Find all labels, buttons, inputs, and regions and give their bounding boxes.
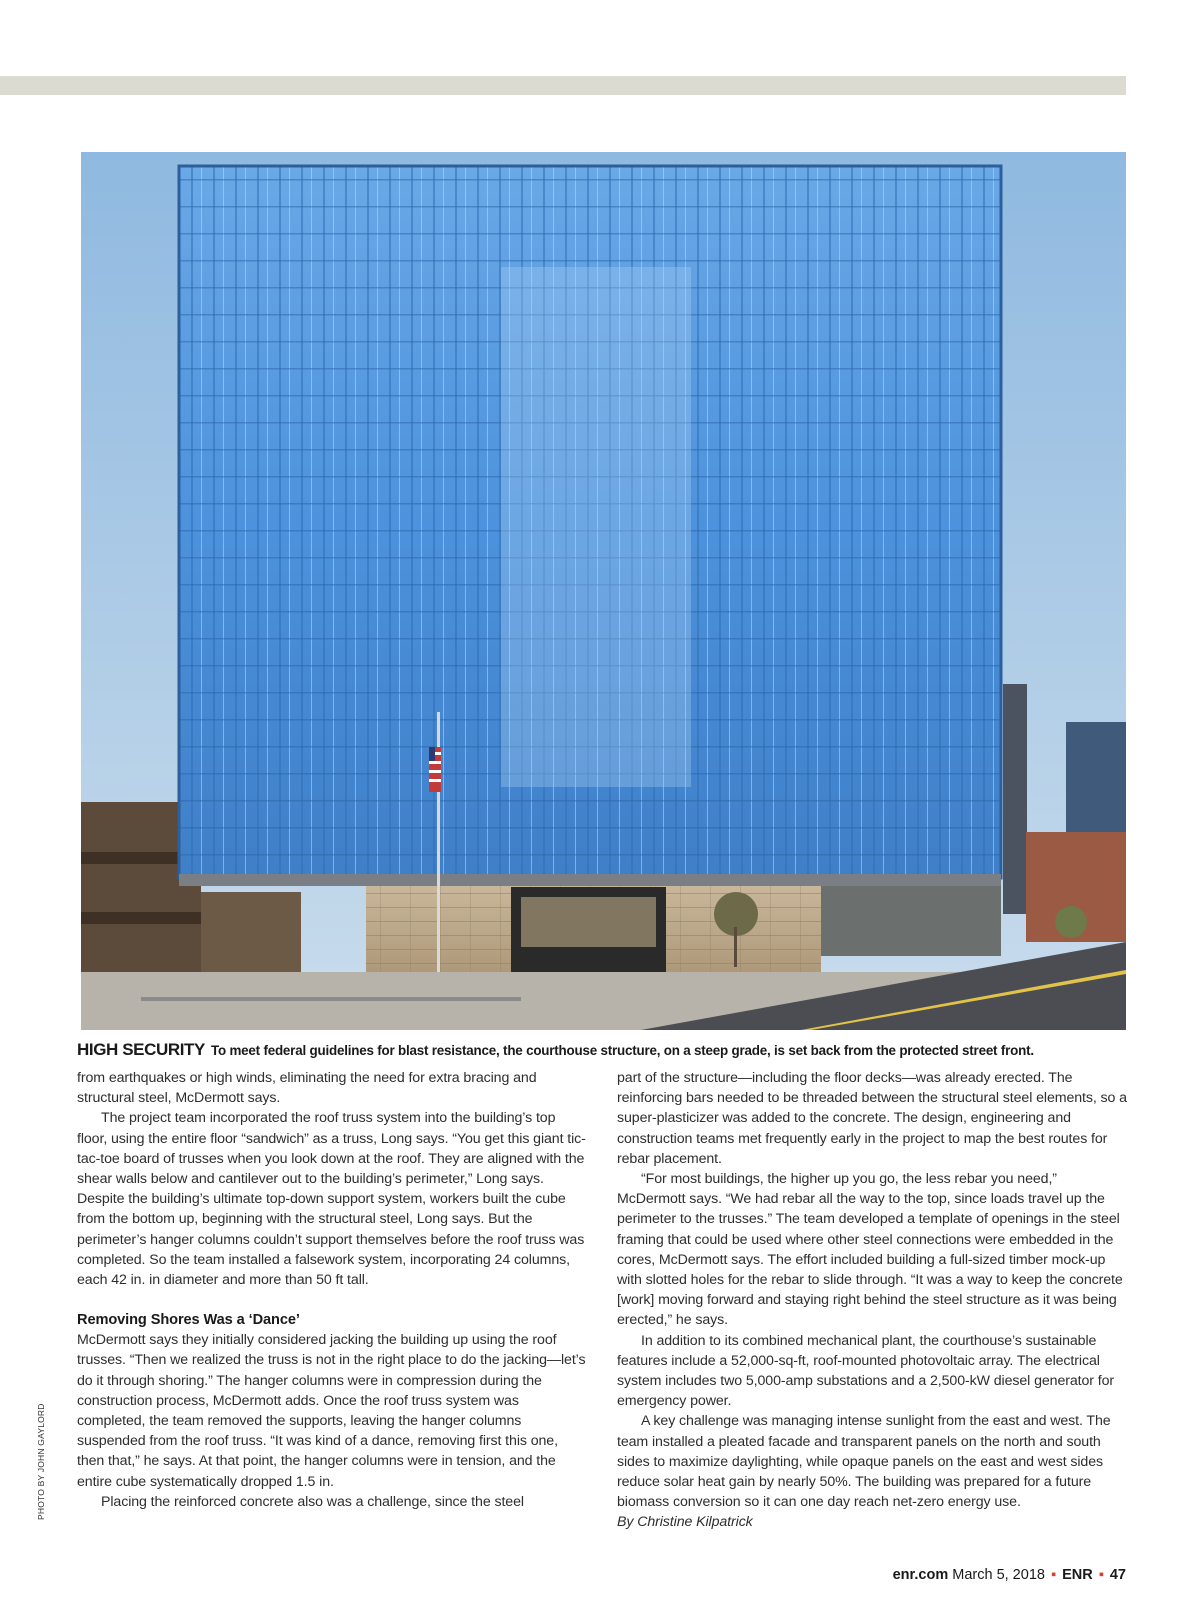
paragraph: McDermott says they initially considered jacking the building up using the roof trusses. “Then we realized the truss is not in the right place to do the jacking—let’s do it through shoring.” The hanger columns were in compression during the construction process, McDermott adds. Once the roof truss system was completed, the team removed the supports, leaving the hanger columns suspended from the roof truss. “It was kind of a dance, removing first this one, then that,” he says. At that point, the hanger columns were in tension, and the entire cube systematically dropped 1.5 in. [77, 1332, 586, 1490]
entrance-lights [521, 897, 656, 947]
atrium-glow [501, 267, 691, 787]
tree-trunk [734, 927, 737, 967]
paragraph: Placing the reinforced concrete also was a challenge, since the steel [101, 1493, 524, 1510]
left-building-band [81, 912, 201, 924]
paragraph: part of the structure—including the floor decks—was already erected. The reinforcing bars needed to be threaded between the structural steel elements, so a super-plasticizer was added to the concrete. The design, engineering and construction teams met frequently early in the project to map the best routes for rebar placement. [617, 1070, 1127, 1167]
page-number: 47 [1109, 1567, 1126, 1583]
footer-date: March 5, 2018 [952, 1567, 1045, 1583]
caption-label: HIGH SECURITY [77, 1040, 205, 1059]
top-color-band [0, 76, 1126, 95]
american-flag [429, 747, 441, 792]
byline: By Christine Kilpatrick [617, 1514, 753, 1531]
separator-icon: ▪ [1050, 1567, 1057, 1583]
paragraph: A key challenge was managing intense sunlight from the east and west. The team installed a pleated facade and transparent panels on the north and south sides to maximize daylighting, while opaque panels on the east and west sides reduce solar heat gain by nearly 50%. The building was prepared for a future biomass conversion so it can one day reach net-zero energy use. [617, 1413, 1111, 1511]
right-plinth [821, 886, 1001, 956]
article-column-left [77, 1068, 587, 1512]
section-heading: Removing Shores Was a ‘Dance’ [77, 1312, 300, 1329]
paragraph: “For most buildings, the higher up you go, the less rebar you need,” McDermott says. “We had rebar all the way to the top, since loads travel up the perimeter to the trusses.” The team developed a template of openings in the steel framing that could be used where other steel connections were embedded in the cores, McDermott says. The effort included building a full-sized timber mock-up with slotted holes for the rebar to slide through. “It was a way to keep the concrete [work] moving forward and staying right behind the steel structure as it was being erected,” he says. [617, 1171, 1123, 1329]
tree [1055, 906, 1087, 938]
distant-tower [1003, 684, 1027, 914]
cube-soffit [179, 874, 1001, 886]
paragraph: from earthquakes or high winds, eliminating the need for extra bracing and structural steel, McDermott says. [77, 1070, 537, 1107]
page-footer [893, 1567, 1126, 1583]
footer-brand: ENR [1062, 1567, 1093, 1583]
photo-caption [77, 1040, 1127, 1060]
courthouse-photo [81, 152, 1126, 1030]
caption-text: To meet federal guidelines for blast resistance, the courthouse structure, on a steep grade, is set back from the protected street front. [210, 1043, 1034, 1058]
paragraph: In addition to its combined mechanical plant, the courthouse’s sustainable features include a 52,000-sq-ft, roof-mounted photovoltaic array. The electrical system includes two 5,000-amp substations and a 2,500-kW diesel generator for emergency power. [617, 1332, 1115, 1410]
paragraph: The project team incorporated the roof truss system into the building’s top floor, using the entire floor “sandwich” as a truss, Long says. “You get this giant tic-tac-toe board of trusses when you look down at the roof. They are aligned with the shear walls below and cantilever out to the building’s perimeter,” Long says. Despite the building’s ultimate top-down support system, workers built the cube from the bottom up, beginning with the structural steel, Long says. But the perimeter’s hanger columns couldn’t support themselves before the roof truss was completed. So the team installed a falsework system, incorporating 24 columns, each 42 in. in diameter and more than 50 ft tall. [77, 1110, 586, 1289]
article-column-right [617, 1068, 1127, 1533]
footer-site[interactable]: enr.com [892, 1567, 949, 1583]
railing [141, 997, 521, 1001]
photo-credit: PHOTO BY JOHN GAYLORD [36, 1403, 46, 1520]
separator-icon: ▪ [1098, 1567, 1104, 1583]
